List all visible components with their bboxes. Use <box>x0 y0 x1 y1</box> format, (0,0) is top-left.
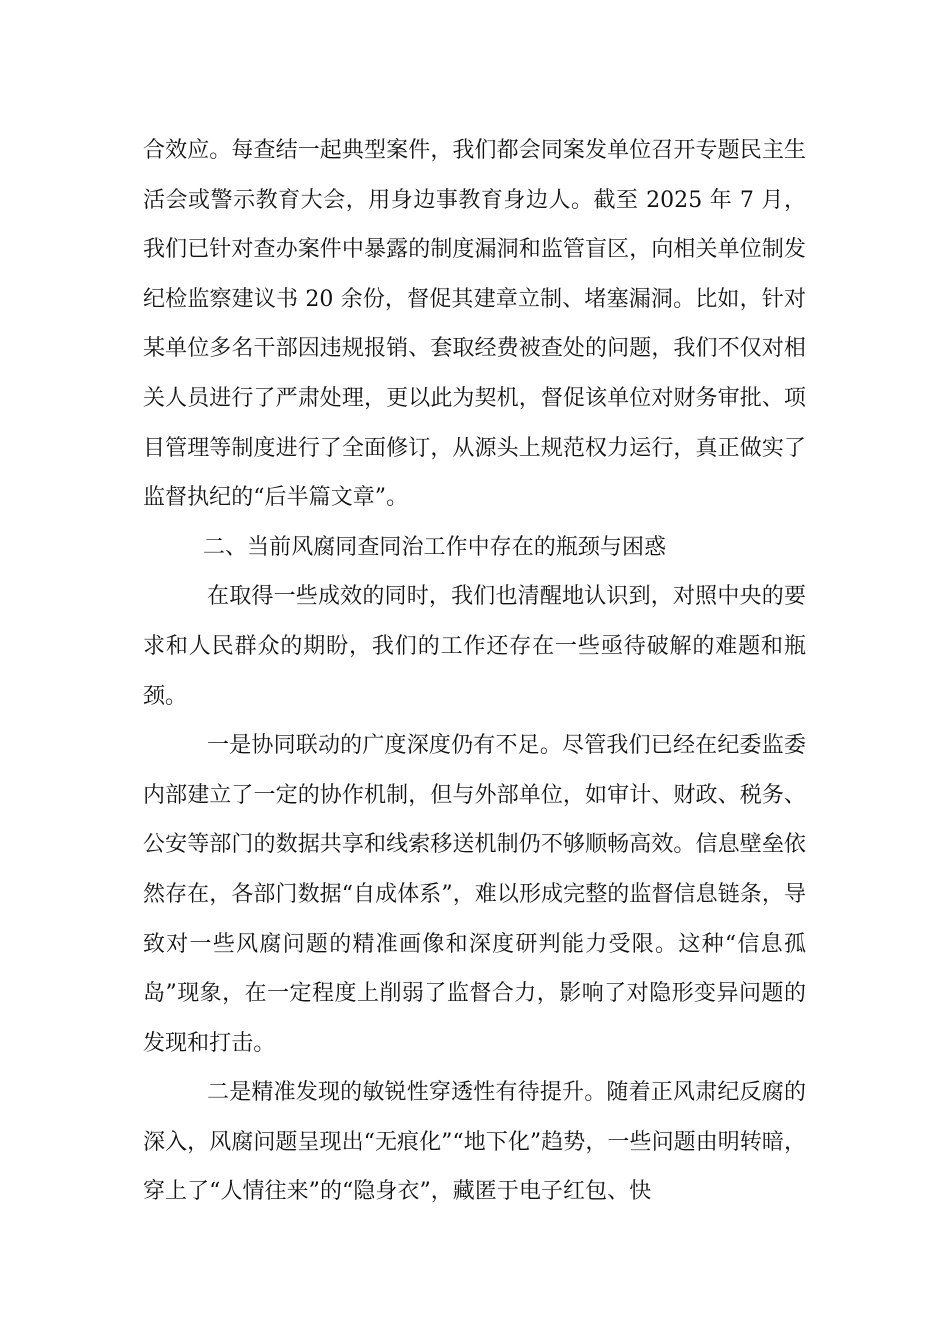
document-page <box>143 126 806 1217</box>
section-heading: 二、当前风腐同查同治工作中存在的瓶颈与困惑 <box>203 534 667 560</box>
paragraph-continued: 合效应。每查结一起典型案件，我们都会同案发单位召开专题民主生活会或警示教育大会，用身边事教育身边人。截至 2025 年 7 月，我们已针对查办案件中暴露的制度漏洞和监管盲区，向相关单位制发纪检监察建议书 20 余份，督促其建章立制、堵塞漏洞。比如，针对某单位多名干部因违规报销、套取经费被查处的问题，我们不仅对相关人员进行了严肃处理，更以此为契机，督促该单位对财务审批、项目管理等制度进行了全面修订，从源头上规范权力运行，真正做实了监督执纪的“后半篇文章”。 <box>143 138 806 511</box>
paragraph-body: 在取得一些成效的同时，我们也清醒地认识到，对照中央的要求和人民群众的期盼，我们的工作还存在一些亟待破解的难题和瓶颈。 <box>143 584 806 709</box>
paragraph-body: 一是协同联动的广度深度仍有不足。尽管我们已经在纪委监委内部建立了一定的协作机制，但与外部单位，如审计、财政、税务、公安等部门的数据共享和线索移送机制仍不够顺畅高效。信息壁垒依然存在，各部门数据“自成体系”，难以形成完整的监督信息链条，导致对一些风腐问题的精准画像和深度研判能力受限。这种“信息孤岛”现象，在一定程度上削弱了监督合力，影响了对隐形变异问题的发现和打击。 <box>143 733 806 1056</box>
paragraph-body: 二是精准发现的敏锐性穿透性有待提升。随着正风肃纪反腐的深入，风腐问题呈现出“无痕化”“地下化”趋势，一些问题由明转暗，穿上了“人情往来”的“隐身衣”，藏匿于电子红包、快 <box>143 1080 806 1205</box>
